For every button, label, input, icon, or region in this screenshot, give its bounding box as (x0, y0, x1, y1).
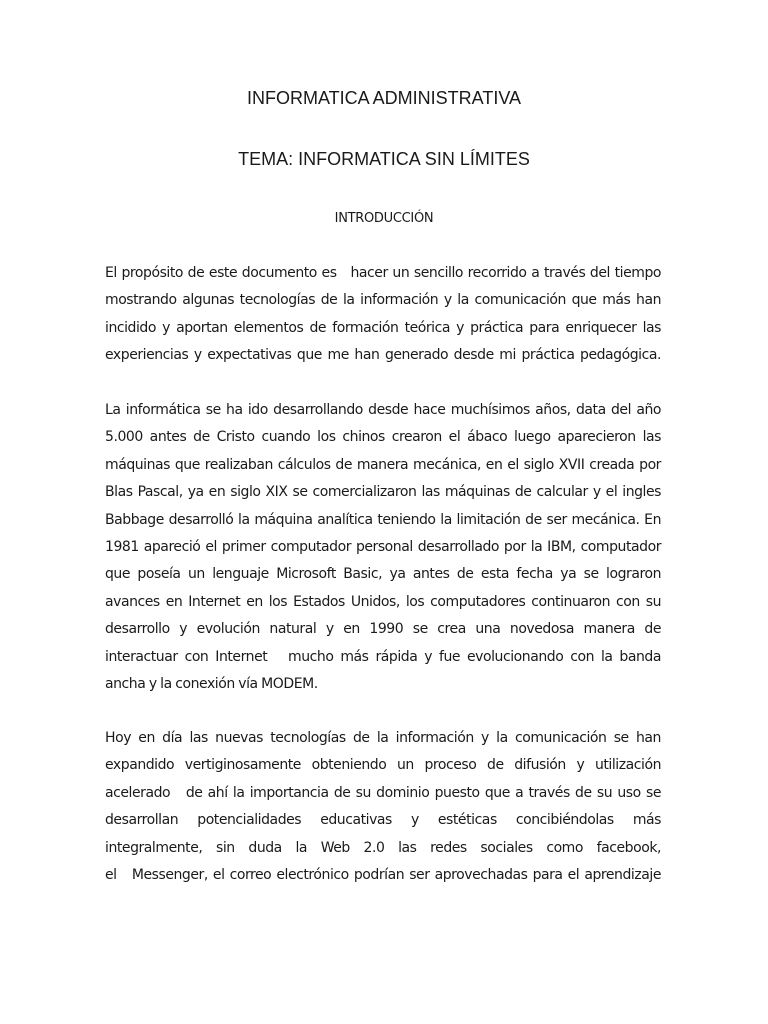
paragraph-line: Babbage desarrolló la máquina analítica teniendo la limitación de ser mecánica. En (105, 511, 661, 528)
paragraph-1 (105, 260, 661, 370)
paragraph-line: acelerado de ahí la importancia de su dominio puesto que a través de su uso se (105, 784, 661, 801)
paragraph-line: Hoy en día las nuevas tecnologías de la información y la comunicación se han (105, 730, 661, 746)
paragraph-line: experiencias y expectativas que me han generado desde mi práctica pedagógica. (105, 347, 661, 364)
paragraph-line: Blas Pascal, ya en siglo XIX se comercializaron las máquinas de calcular y el ingles (105, 484, 661, 501)
paragraph-line: incidido y aportan elementos de formación teórica y práctica para enriquecer las (105, 319, 661, 336)
paragraph-line: 5.000 antes de Cristo cuando los chinos crearon el ábaco luego aparecieron las (105, 429, 661, 446)
document-topic: TEMA: INFORMATICA SIN LÍMITES (238, 149, 530, 169)
paragraph-line: interactuar con Internet mucho más rápida y fue evolucionando con la banda (105, 648, 661, 665)
paragraph-line: el Messenger, el correo electrónico podrían ser aprovechadas para el aprendizaje (105, 866, 661, 883)
document-title: INFORMATICA ADMINISTRATIVA (246, 88, 522, 108)
paragraph-line: desarrollo y evolución natural y en 1990 se crea una novedosa manera de (105, 621, 661, 638)
paragraph-line: 1981 apareció el primer computador personal desarrollado por la IBM, computador (105, 538, 661, 555)
paragraph-3 (105, 725, 661, 889)
paragraph-line: mostrando algunas tecnologías de la información y la comunicación que más han (105, 292, 661, 309)
paragraph-line: desarrollan potencialidades educativas y estéticas concibiéndolas más (105, 812, 661, 829)
paragraph-line: expandido vertiginosamente obteniendo un proceso de difusión y utilización (105, 757, 661, 774)
paragraph-line: ancha y la conexión vía MODEM. (105, 675, 318, 692)
section-heading: INTRODUCCIÓN (334, 211, 434, 226)
paragraph-line: avances en Internet en los Estados Unidos, los computadores continuaron con su (105, 593, 661, 610)
paragraph-line: que poseía un lenguaje Microsoft Basic, ya antes de esta fecha ya se lograron (105, 566, 661, 583)
paragraph-2 (105, 397, 661, 698)
paragraph-line: integralmente, sin duda la Web 2.0 las redes sociales como facebook, (105, 839, 661, 856)
paragraph-line: La informática se ha ido desarrollando desde hace muchísimos años, data del año (105, 402, 661, 418)
paragraph-line: máquinas que realizaban cálculos de manera mecánica, en el siglo XVII creada por (105, 456, 661, 473)
paragraph-line: El propósito de este documento es hacer un sencillo recorrido a través del tiempo (105, 265, 661, 281)
